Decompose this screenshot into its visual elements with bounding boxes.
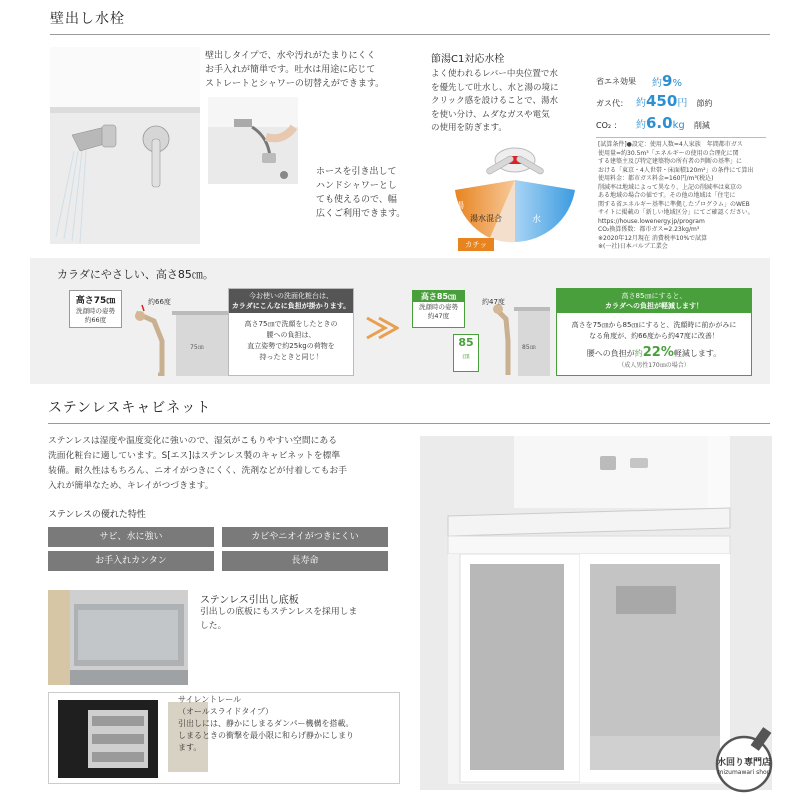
green-big-line — [557, 345, 751, 360]
drawer-description — [200, 605, 400, 633]
drawer-desc-line: した。 — [200, 621, 227, 631]
height-75-label: 高さ75㎝ — [75, 296, 116, 306]
burden-line: 腰への負担は、 — [266, 331, 316, 339]
eco-prefix: 約 — [636, 98, 646, 109]
current-burden-box — [228, 288, 354, 376]
green-line: なる角度が、約66度から約47度に改善！ — [589, 332, 719, 340]
eco-suffix: 削減 — [693, 121, 710, 130]
height-75-badge — [69, 290, 122, 328]
eco-unit: % — [672, 78, 682, 89]
hose-shower-photo — [208, 97, 298, 184]
eco-notes — [598, 141, 770, 252]
rail-desc-line: ます。 — [178, 743, 202, 752]
posture-angle: 約47度 — [427, 312, 450, 320]
eco-note-line: 使用料金：都市ガス料金=160円/m³(税込) — [598, 175, 714, 182]
height-85-label: 高さ85㎝ — [413, 291, 464, 302]
rail-title: サイレントレール — [178, 695, 242, 704]
hose-desc-line: ハンドシャワーとし — [316, 181, 397, 191]
eco-unit: 円 — [677, 98, 688, 109]
eco-label-co2: CO₂ ： — [596, 121, 622, 130]
green-note: （成人男性170㎝の場合） — [618, 362, 690, 369]
c1-lever-dial-diagram — [450, 140, 580, 252]
stainless-desc-line: 入れが簡単なため、キレイがつづきます。 — [48, 481, 214, 491]
c1-desc-line: よく使われるレバー中央位置で水 — [431, 69, 558, 79]
green-big-value: 22% — [642, 345, 674, 360]
angle-47-label: 約47度 — [482, 298, 505, 306]
drawer-desc-line: 引出しの底板にもステンレスを採用しま — [200, 607, 358, 617]
burden-line: 持ったときと同じ！ — [259, 353, 323, 361]
eco-note-line: 使用量=約30.5m³「エネルギーの使用の合理化に関 — [598, 149, 739, 157]
c1-desc-line: を使い分け、ムダなガスや電気 — [431, 109, 550, 120]
mark-85-unit: ㎝ — [462, 352, 470, 360]
faucet-desc-line: お手入れが簡単です。吐水は用途に応じて — [205, 65, 376, 75]
eco-co2-value — [636, 114, 710, 132]
shop-name: 水回り専門店 — [716, 758, 771, 768]
stainless-desc-line: 装備。耐久性はもちろん、ニオイがつきにくく、洗剤などが付着してもお手 — [48, 466, 348, 476]
shop-url: mizumawari shop — [717, 769, 771, 776]
hose-desc-line: 広くご利用できます。 — [316, 209, 406, 219]
eco-prefix: 約 — [636, 120, 646, 131]
person-75-figure — [128, 291, 228, 376]
c1-desc-line: クリック感を設けることで、湯水 — [431, 96, 558, 106]
green-line: 高さを75㎝から85㎝にすると、洗顔時に前かがみに — [571, 321, 737, 329]
hose-desc-line: ホースを引き出して — [316, 167, 397, 177]
rail-desc-line: しまるときの衝撃を最小限に和らげ静かにしまり — [178, 731, 354, 740]
faucet-description — [205, 49, 415, 91]
dial-hot-label: 湯 — [456, 201, 464, 210]
burden-header-line: 今お使いの洗面化粧台は、 — [249, 292, 333, 300]
eco-note-line: [試算条件]●設定：使用人数=4人家族 年間都市ガス — [598, 141, 743, 148]
feature-long-life: 長寿命 — [222, 551, 388, 571]
stainless-description — [48, 434, 398, 494]
eco-effect-box — [596, 72, 766, 136]
silent-rail-photo — [58, 700, 158, 778]
eco-note-line: ※(一社)日本バルブ工業会 — [598, 243, 668, 250]
feature-mold-odor-resistant: カビやニオイがつきにくい — [222, 527, 388, 547]
arrow-right-icon — [365, 316, 399, 343]
features-title: ステンレスの優れた特性 — [48, 510, 146, 520]
eco-note-line: CO₂換算係数：都市ガス=2.23kg/m³ — [598, 226, 700, 233]
feature-rust-resistant: サビ、水に強い — [48, 527, 214, 547]
green-big-prefix: 約 — [634, 349, 643, 358]
eco-unit: kg — [672, 120, 685, 131]
eco-prefix: 約 — [652, 78, 662, 89]
posture-label: 洗顔時の姿勢 — [76, 307, 115, 315]
hose-desc-line: ても使えるので、幅 — [316, 195, 397, 205]
posture-angle: 約66度 — [84, 316, 107, 324]
stainless-drawer-photo — [48, 590, 188, 685]
c1-desc-line: の使用を防ぎます。 — [431, 123, 507, 133]
eco-energy-number: 9 — [662, 72, 673, 90]
c1-desc-line: を優先して吐水し、水と湯の境に — [431, 82, 559, 93]
burden-header-line: カラダにこんなに負担が掛かります。 — [231, 302, 351, 310]
divider — [50, 34, 770, 35]
wall-faucet-photo — [50, 47, 200, 244]
eco-gas-number: 450 — [646, 92, 678, 110]
stainless-desc-line: 洗面化粧台に適しています。S[エス]はステンレス製のキャビネットを標準 — [48, 451, 341, 461]
eco-note-line: サイトに掲載の「新しい地域区分」にてご確認ください。 — [598, 209, 754, 216]
height-section-title: カラダにやさしい、高さ85㎝。 — [57, 268, 214, 281]
divider — [48, 423, 770, 424]
drawer-title: ステンレス引出し底板 — [200, 595, 299, 606]
angle-66-label: 約66度 — [148, 298, 171, 306]
mark-85-number: 85 — [458, 336, 474, 349]
posture-label: 洗顔時の姿勢 — [419, 303, 458, 311]
dial-mix-label: 湯水混合 — [470, 214, 502, 223]
eco-note-line: 削減率は地域によって異なり、上記の削減率は東京の — [598, 183, 743, 191]
stainless-section-title: ステンレスキャビネット — [48, 400, 212, 416]
dim-75-label: 75㎝ — [190, 344, 204, 351]
stainless-desc-line: ステンレスは湿度や温度変化に強いので、湿気がこもりやすい空間にある — [48, 436, 338, 446]
burden-line: 直立姿勢で約25kgの荷物を — [247, 342, 335, 350]
reduced-burden-box — [556, 288, 752, 376]
dial-click-badge: カチッ — [458, 238, 494, 251]
divider — [596, 137, 766, 138]
eco-note-line: おける「東京・4人世帯・床面積120m²」の条件にて算出 — [598, 166, 754, 174]
height-85-badge — [412, 290, 465, 328]
hose-description — [316, 165, 426, 221]
green-header-line: カラダへの負担が軽減します！ — [605, 302, 703, 310]
eco-gas-value — [636, 92, 713, 110]
eco-suffix: 節約 — [696, 99, 713, 108]
eco-label-energy: 省エネ効果 — [596, 77, 636, 86]
green-big-suffix: 軽減します。 — [673, 349, 722, 358]
eco-note-line: ※2020年12月現在 消費税率10%で試算 — [598, 234, 708, 242]
eco-co2-number: 6.0 — [646, 114, 673, 132]
eco-note-line: する建築主及び特定建築物の所有者の判断の基準」に — [598, 158, 743, 165]
burden-line: 高さ75㎝で洗顔をしたときの — [244, 320, 338, 328]
feature-easy-care: お手入れカンタン — [48, 551, 214, 571]
eco-note-line: 関する省エネルギー基準に準拠したプログラム」のWEB — [598, 200, 750, 208]
eco-label-gas: ガス代： — [596, 99, 628, 108]
c1-title: 節湯C1対応水栓 — [431, 54, 505, 65]
faucet-desc-line: ストレートとシャワーの切替えができます。 — [205, 79, 385, 89]
dim-85-label: 85㎝ — [522, 344, 536, 351]
eco-note-line: ある地域の場合の値です。その他の地域は「住宅に — [598, 192, 736, 199]
silent-rail-text — [178, 694, 393, 754]
rail-desc-line: 引出しには、静かにしまるダンパー機構を搭載。 — [178, 719, 354, 728]
green-header-line: 高さ85㎝にすると、 — [621, 292, 687, 300]
dial-cold-label: 水 — [532, 215, 542, 225]
mark-85-icon — [453, 334, 479, 372]
rail-subtitle: （オールスライドタイプ） — [178, 707, 274, 716]
eco-note-line: https://house.lowenergy.jp/program — [598, 217, 705, 225]
faucet-desc-line: 壁出しタイプで、水や汚れがたまりにくく — [205, 51, 376, 61]
c1-description — [431, 68, 591, 136]
eco-energy-value — [652, 72, 682, 90]
faucet-section-title: 壁出し水栓 — [50, 11, 125, 27]
green-big-label: 腰への負担が — [586, 349, 635, 358]
